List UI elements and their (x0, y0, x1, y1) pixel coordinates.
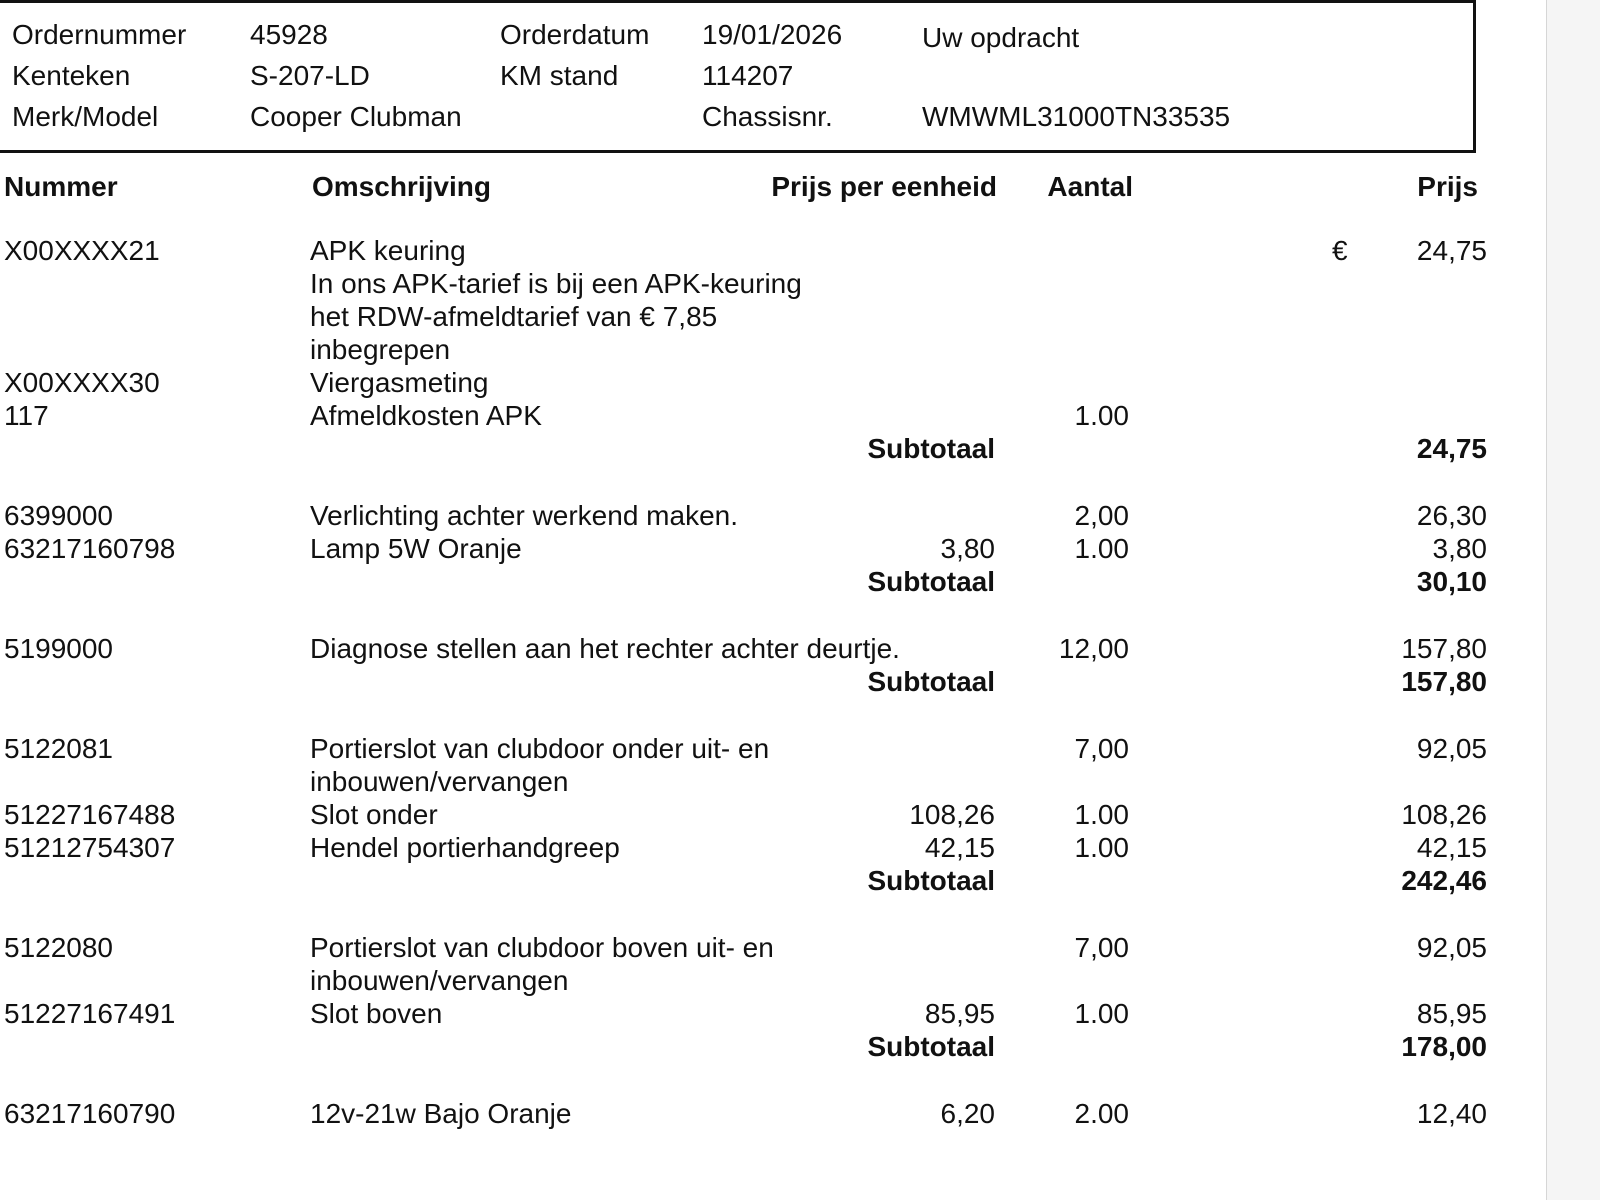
chassisnr-label: Chassisnr. (702, 101, 833, 132)
kenteken-value: S-207-LD (250, 60, 370, 91)
item-number: 51227167488 (4, 799, 176, 830)
subtotal-spacer (310, 565, 810, 598)
item-description: Hendel portierhandgreep (310, 832, 620, 863)
subtotal-spacer (310, 665, 810, 698)
item-number: 5199000 (4, 633, 114, 664)
item-description: Slot boven (310, 998, 443, 1029)
item-quantity: 1.00 (1074, 998, 1129, 1029)
table-row (0, 399, 1546, 432)
table-row (0, 831, 1546, 864)
subtotal-row (0, 565, 1546, 598)
item-unit-price: 85,95 (924, 998, 995, 1029)
subtotal-spacer (310, 1030, 810, 1063)
item-quantity: 1.00 (1074, 832, 1129, 863)
item-description: Lamp 5W Oranje (310, 533, 522, 564)
subtotal-label: Subtotaal (867, 865, 995, 896)
orderdatum-value: 19/01/2026 (702, 19, 843, 50)
item-description (310, 234, 810, 366)
subtotal-label: Subtotaal (867, 566, 995, 597)
kenteken-label: Kenteken (12, 60, 131, 91)
item-description: Portierslot van clubdoor boven uit- en inbouwen/vervangen (310, 932, 774, 996)
table-row (0, 366, 1546, 399)
item-quantity: 2,00 (1074, 500, 1129, 531)
subtotal-value: 157,80 (1401, 666, 1487, 697)
item-number: 51212754307 (4, 832, 176, 863)
item-number: 63217160798 (4, 533, 176, 564)
item-number: 51227167491 (4, 998, 176, 1029)
column-header-prijs: Prijs (1417, 171, 1478, 202)
item-price: 92,05 (1416, 932, 1487, 963)
item-price: 42,15 (1416, 832, 1487, 863)
column-header-nummer: Nummer (4, 171, 118, 202)
subtotal-value: 178,00 (1401, 1031, 1487, 1062)
item-number: 63217160790 (4, 1098, 176, 1129)
subtotal-label: Subtotaal (867, 433, 995, 464)
item-unit-price: 3,80 (940, 533, 995, 564)
item-description: Diagnose stellen aan het rechter achter deurtje. (310, 633, 900, 664)
subtotal-value: 24,75 (1416, 433, 1487, 464)
subtotal-row (0, 1030, 1546, 1063)
table-row (0, 1097, 1546, 1130)
item-quantity: 1.00 (1074, 400, 1129, 431)
item-quantity: 7,00 (1074, 733, 1129, 764)
ordernummer-value: 45928 (250, 19, 328, 50)
item-description-text: APK keuring In ons APK-tarief is bij een APK-keuring het RDW-afmeldtarief van € 7,85 inbegrepen (310, 235, 802, 365)
item-price: 12,40 (1416, 1098, 1487, 1129)
merk-model-label: Merk/Model (12, 101, 159, 132)
subtotal-row (0, 864, 1546, 897)
column-header-omschrijving: Omschrijving (312, 171, 491, 202)
item-number: X00XXXX21 (4, 235, 160, 266)
item-description: Slot onder (310, 799, 438, 830)
km-stand-value: 114207 (702, 60, 794, 91)
item-price: 26,30 (1416, 500, 1487, 531)
merk-model-value: Cooper Clubman (250, 101, 462, 132)
subtotal-value: 242,46 (1401, 865, 1487, 896)
table-row (0, 532, 1546, 565)
table-row (0, 997, 1546, 1030)
item-quantity: 7,00 (1074, 932, 1129, 963)
item-price: 85,95 (1416, 998, 1487, 1029)
item-quantity: 12,00 (1058, 633, 1129, 664)
chassisnr-value: WMWML31000TN33535 (922, 101, 1231, 132)
subtotal-row (0, 665, 1546, 698)
item-price: 108,26 (1401, 799, 1487, 830)
item-number: 5122081 (4, 733, 114, 764)
km-stand-label: KM stand (500, 60, 619, 91)
uw-opdracht-label: Uw opdracht (922, 22, 1080, 53)
table-row (0, 632, 1546, 665)
item-unit-price: 42,15 (924, 832, 995, 863)
table-row (0, 234, 1546, 366)
column-header-prijs-per-eenheid: Prijs per eenheid (771, 171, 997, 202)
item-unit-price: 6,20 (940, 1098, 995, 1129)
item-description: Portierslot van clubdoor onder uit- en inbouwen/vervangen (310, 733, 770, 797)
subtotal-row (0, 432, 1546, 465)
item-number: 117 (4, 400, 49, 431)
item-description: 12v-21w Bajo Oranje (310, 1098, 572, 1129)
orderdatum-label: Orderdatum (500, 19, 650, 50)
table-row (0, 798, 1546, 831)
currency-symbol: € (1332, 235, 1348, 266)
item-description: Verlichting achter werkend maken. (310, 500, 738, 531)
subtotal-label: Subtotaal (867, 666, 995, 697)
item-quantity: 1.00 (1074, 799, 1129, 830)
column-header-aantal: Aantal (1047, 171, 1133, 202)
item-description: Viergasmeting (310, 367, 489, 398)
invoice-lines (0, 234, 1546, 1130)
subtotal-label: Subtotaal (867, 1031, 995, 1062)
item-price: 3,80 (1432, 533, 1487, 564)
item-number: 6399000 (4, 500, 114, 531)
table-row (0, 732, 1546, 798)
item-unit-price: 108,26 (909, 799, 995, 830)
item-price: 157,80 (1401, 633, 1487, 664)
item-quantity: 1.00 (1074, 533, 1129, 564)
item-number: 5122080 (4, 932, 114, 963)
item-number: X00XXXX30 (4, 367, 160, 398)
item-price: 92,05 (1416, 733, 1487, 764)
item-quantity: 2.00 (1074, 1098, 1129, 1129)
subtotal-value: 30,10 (1416, 566, 1487, 597)
ordernummer-label: Ordernummer (12, 19, 187, 50)
table-row (0, 931, 1546, 997)
subtotal-spacer (310, 432, 810, 465)
item-description: Afmeldkosten APK (310, 400, 542, 431)
subtotal-spacer (310, 864, 810, 897)
right-margin-strip (1546, 0, 1600, 1200)
table-row (0, 499, 1546, 532)
item-price: 24,75 (1416, 235, 1487, 266)
